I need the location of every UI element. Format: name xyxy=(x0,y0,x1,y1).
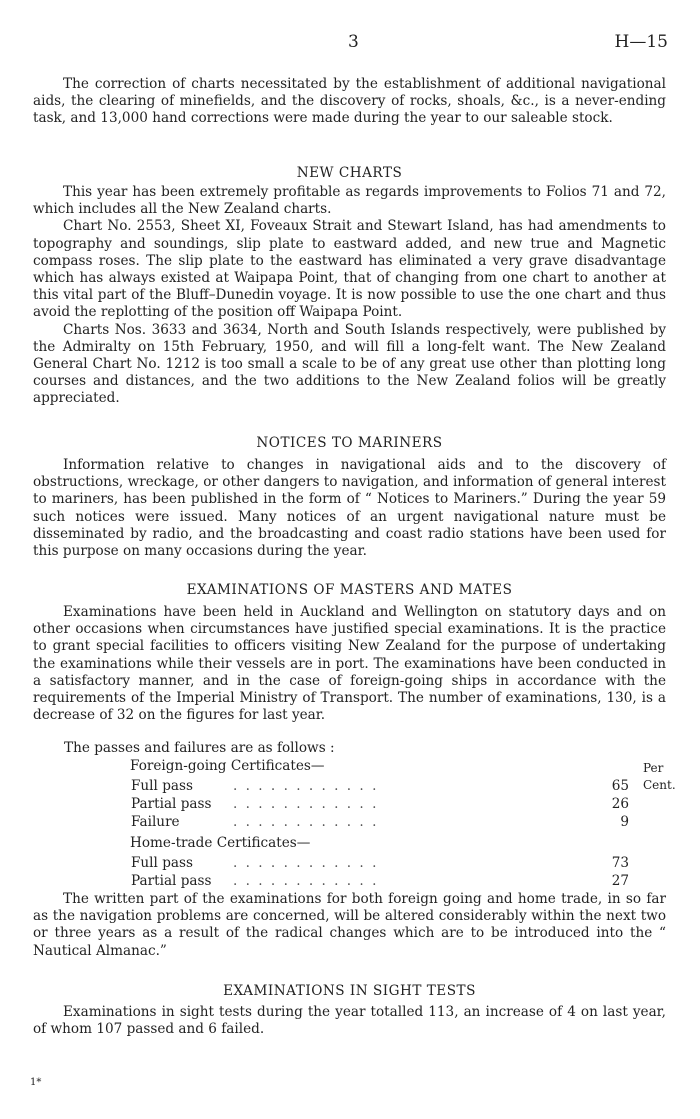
row-value: 26 xyxy=(611,796,629,812)
foreign-going-title: Foreign-going Certificates— xyxy=(130,758,325,774)
table-row xyxy=(33,873,666,891)
new-charts-heading: NEW CHARTS xyxy=(296,165,403,181)
percent-header: Per Cent. xyxy=(643,761,676,793)
row-label: Failure xyxy=(131,814,180,830)
notices-section xyxy=(33,457,666,560)
table-row xyxy=(33,814,666,832)
results-intro: The passes and failures are as follows : xyxy=(64,740,335,756)
sight-tests-heading: EXAMINATIONS IN SIGHT TESTS xyxy=(223,983,476,999)
row-label: Partial pass xyxy=(131,796,212,812)
leader-dots: . . . . . . . . . . . . xyxy=(233,855,379,871)
exams-closing-paragraph: The written part of the examinations for both foreign going and home trade, in so far as the navigation problems are concerned, will be altered considerably within the next two or three years as a result of the radical changes which are to be introduced into the “ Nautical Almanac.” xyxy=(33,891,666,959)
notices-paragraph: Information relative to changes in navigational aids and to the discovery of obstructions, wreckage, or other dangers to navigation, and information of general interest to mariners, has been published in the form of “ Notices to Mariners.” During the year 59 such notices were issued. Many notices of an urgent navigational nature must be disseminated by radio, and the broadcasting and coast radio stations have been used for this purpose on many occasions during the year. xyxy=(33,457,666,560)
table-row xyxy=(33,855,666,873)
leader-dots: . . . . . . . . . . . . xyxy=(233,778,379,794)
row-value: 73 xyxy=(611,855,629,871)
row-label: Partial pass xyxy=(131,873,212,889)
document-reference: H—15 xyxy=(614,32,668,52)
new-charts-section xyxy=(33,184,666,408)
row-label: Full pass xyxy=(131,778,193,794)
exams-masters-heading: EXAMINATIONS OF MASTERS AND MATES xyxy=(186,582,513,598)
page-number: 3 xyxy=(348,32,359,52)
notices-heading: NOTICES TO MARINERS xyxy=(256,435,443,451)
sight-tests-paragraph: Examinations in sight tests during the year totalled 113, an increase of 4 on last year, of whom 107 passed and 6 failed. xyxy=(33,1004,666,1038)
home-trade-title: Home-trade Certificates— xyxy=(130,835,311,851)
new-charts-paragraph-3: Charts Nos. 3633 and 3634, North and South Islands respectively, were published by the Admiralty on 15th February, 1950, and will fill a long-felt want. The New Zealand General Chart No. 1212 is too small a scale to be of any great use other than plotting long courses and distances, and the two additions to the New Zealand folios will be greatly appreciated. xyxy=(33,321,666,407)
row-value: 9 xyxy=(620,814,629,830)
footnote-mark: 1* xyxy=(30,1077,42,1088)
exams-masters-paragraph: Examinations have been held in Auckland and Wellington on statutory days and on other occasions when circumstances have justified special examinations. It is the practice to grant special facilities to officers visiting New Zealand for the purpose of undertaking the examinations while their vessels are in port. The examinations have been conducted in a satisfactory manner, and in the case of foreign-going ships in accordance with the requirements of the Imperial Ministry of Transport. The number of examinations, 130, is a decrease of 32 on the figures for last year. xyxy=(33,604,666,724)
results-table xyxy=(33,758,676,893)
leader-dots: . . . . . . . . . . . . xyxy=(233,814,379,830)
row-value: 65 xyxy=(611,778,629,794)
table-row xyxy=(33,796,666,814)
leader-dots: . . . . . . . . . . . . xyxy=(233,873,379,889)
row-label: Full pass xyxy=(131,855,193,871)
exams-masters-section xyxy=(33,604,666,724)
new-charts-paragraph-1: This year has been extremely profitable as regards improvements to Folios 71 and 72, which includes all the New Zealand charts. xyxy=(33,184,666,218)
intro-section xyxy=(33,76,666,128)
exams-closing-section xyxy=(33,891,666,960)
row-value: 27 xyxy=(611,873,629,889)
table-row xyxy=(33,778,666,796)
leader-dots: . . . . . . . . . . . . xyxy=(233,796,379,812)
intro-paragraph: The correction of charts necessitated by the establishment of additional navigational aids, the clearing of minefields, and the discovery of rocks, shoals, &c., is a never-ending task, and 13,000 hand corrections were made during the year to our saleable stock. xyxy=(33,76,666,127)
new-charts-paragraph-2: Chart No. 2553, Sheet XI, Foveaux Strait and Stewart Island, has had amendments to topography and soundings, slip plate to eastward added, and new true and Magnetic compass roses. The slip plate to the eastward has eliminated a very grave disadvantage which has always existed at Waipapa Point, that of changing from one chart to another at this vital part of the Bluff–Dunedin voyage. It is now possible to use the one chart and thus avoid the replotting of the position off Waipapa Point. xyxy=(33,218,666,321)
sight-tests-section xyxy=(33,1004,666,1038)
